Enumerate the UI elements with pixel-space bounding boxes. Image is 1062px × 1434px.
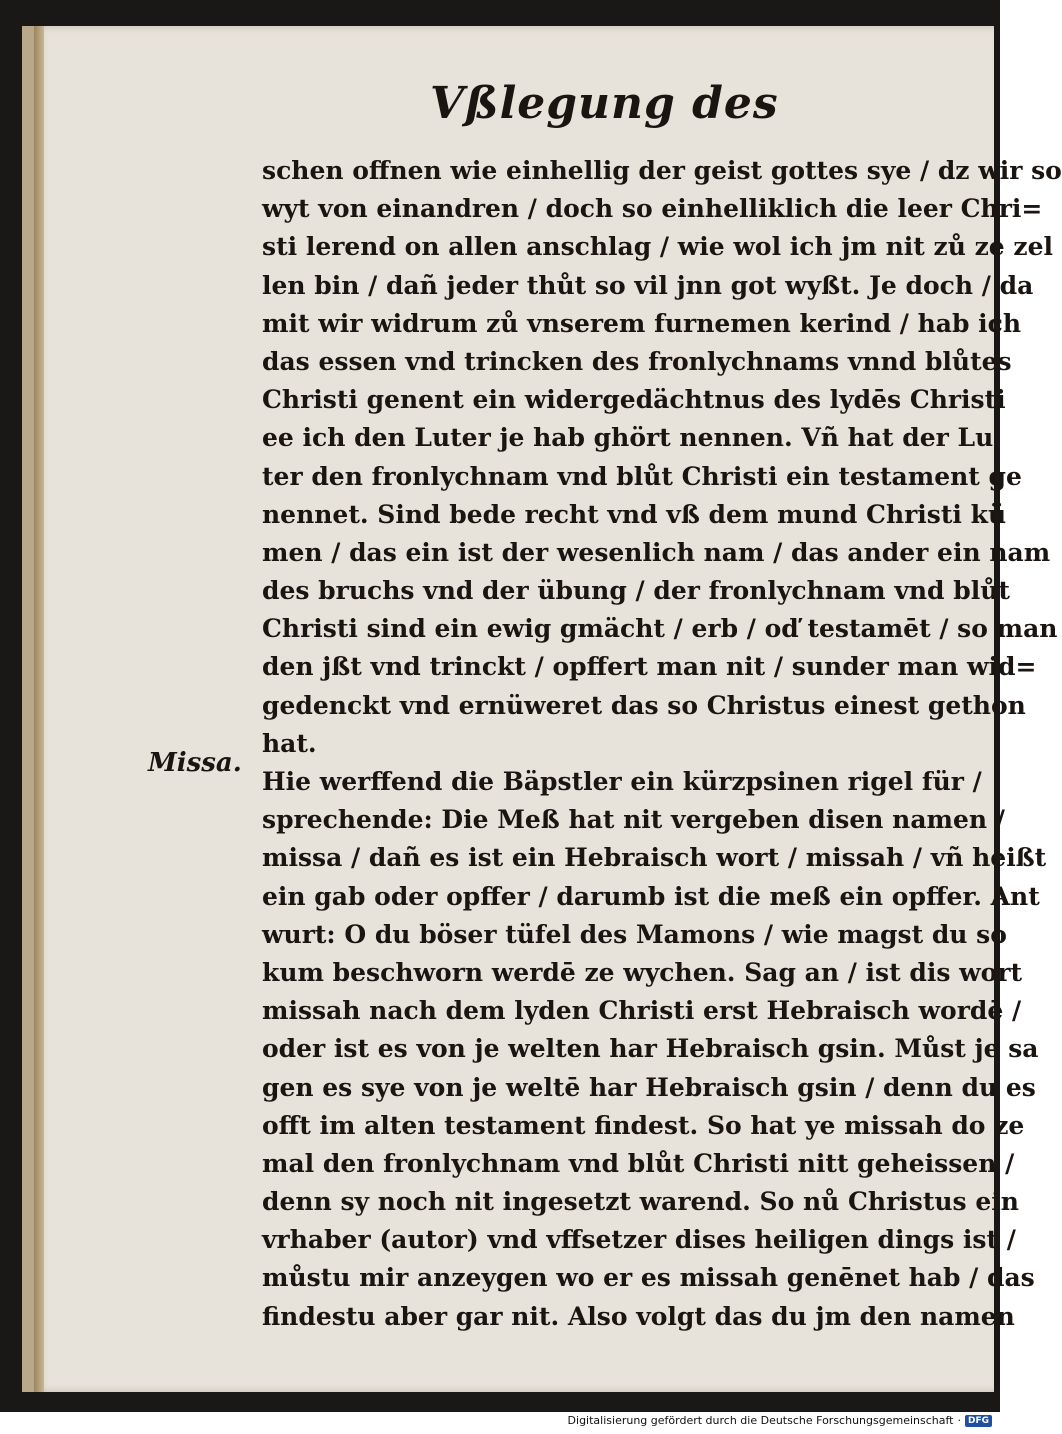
text-line: Christi sind ein ewig gmächt / erb / oď testamēt / so man	[262, 614, 1058, 644]
footer-credit	[568, 1414, 992, 1427]
text-line: vrhaber (autor) vnd vffsetzer dises heiligen dings ist /	[262, 1225, 1016, 1255]
text-line: kum beschworn werdē ze wychen. Sag an / ist dis wort	[262, 957, 1023, 987]
page-binding-edge	[34, 26, 44, 1392]
text-line: ee ich den Luter je hab ghört nennen. Vñ hat der Lu	[262, 423, 994, 453]
text-line: sti lerend on allen anschlag / wie wol ich jm nit zů ze zel	[262, 232, 1053, 262]
dfg-logo-icon: DFG	[965, 1415, 992, 1427]
text-line: nennet. Sind bede recht vnd vß dem mund Christi kü	[262, 499, 1007, 529]
text-line: hat.	[262, 728, 317, 758]
margin-note: Missa.	[148, 748, 242, 778]
body-text	[262, 152, 1062, 1336]
text-line: mit wir widrum zů vnserem furnemen kerind / hab ich	[262, 308, 1022, 338]
text-line: findestu aber gar nit. Also volgt das du jm den namen	[262, 1301, 1015, 1331]
text-line: Hie werffend die Bäpstler ein kürzpsinen rigel für /	[262, 767, 982, 796]
text-line: len bin / dañ jeder thůt so vil jnn got wyßt. Je doch / da	[262, 270, 1034, 300]
footer-credit-text: Digitalisierung gefördert durch die Deutsche Forschungsgemeinschaft	[567, 1414, 954, 1427]
text-line: das essen vnd trincken des fronlychnams vnnd blůtes	[262, 346, 1012, 376]
text-line: oder ist es von je welten har Hebraisch gsin. Můst je sa	[262, 1034, 1039, 1064]
text-line: mal den fronlychnam vnd blůt Christi nitt geheissen /	[262, 1148, 1015, 1178]
text-line: ter den fronlychnam vnd blůt Christi ein testament ge	[262, 461, 1022, 491]
text-line: můstu mir anzeygen wo er es missah genēnet hab / das	[262, 1263, 1035, 1293]
text-line: men / das ein ist der wesenlich nam / das ander ein nam	[262, 537, 1051, 567]
text-line: den jßt vnd trinckt / opffert man nit / sunder man wid=	[262, 652, 1037, 682]
text-line: Christi genent ein widergedächtnus des lydēs Christi	[262, 385, 1006, 415]
separator: ·	[957, 1414, 961, 1427]
text-line: offt im alten testament findest. So hat ye missah do ze	[262, 1110, 1025, 1140]
text-line: missa / dañ es ist ein Hebraisch wort / missah / vñ heißt	[262, 843, 1047, 873]
text-line: missah nach dem lyden Christi erst Hebraisch wordē /	[262, 996, 1022, 1026]
text-line: wurt: O du böser tüfel des Mamons / wie magst du so	[262, 919, 1007, 949]
running-heading: Vßlegung des	[430, 78, 779, 129]
text-line: des bruchs vnd der übung / der fronlychnam vnd blůt	[262, 576, 1010, 606]
text-line: schen offnen wie einhellig der geist gottes sye / dz wir so	[262, 156, 1062, 185]
text-line: wyt von einandren / doch so einhelliklich die leer Chri=	[262, 194, 1043, 224]
text-line: denn sy noch nit ingesetzt warend. So nů Christus ein	[262, 1187, 1019, 1217]
text-line: gen es sye von je weltē har Hebraisch gsin / denn du es	[262, 1072, 1036, 1102]
text-line: sprechende: Die Meß hat nit vergeben disen namen /	[262, 805, 1005, 835]
text-line: ein gab oder opffer / darumb ist die meß ein opffer. Ant	[262, 881, 1040, 911]
text-line: gedenckt vnd ernüweret das so Christus einest gethon	[262, 690, 1026, 720]
